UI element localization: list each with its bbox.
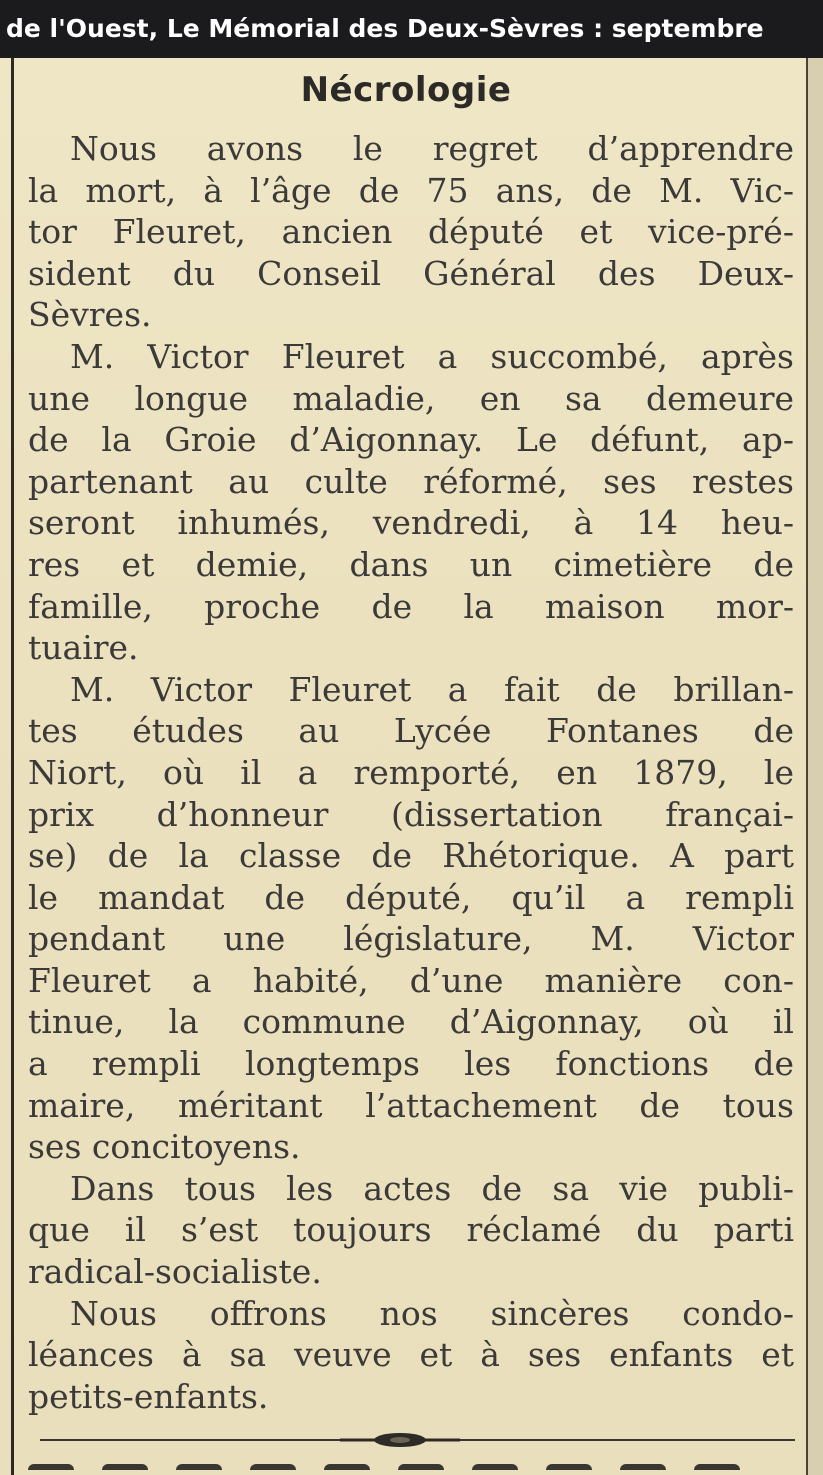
article-heading: Nécrologie	[300, 70, 512, 110]
article-line: Nous offrons nos sincères condo-	[70, 1293, 794, 1333]
article-line: ses concitoyens.	[28, 1127, 301, 1167]
adjacent-column-strip	[808, 58, 823, 1475]
newspaper-page[interactable]	[0, 58, 823, 1475]
article-line: léances à sa veuve et à ses enfants et	[28, 1335, 794, 1375]
article-line: famille, proche de la maison mor-	[28, 586, 794, 626]
article-body	[28, 128, 794, 1417]
article-line: M. Victor Fleuret a fait de brillan-	[70, 669, 794, 709]
article-line: se) de la classe de Rhétorique. A part	[28, 836, 794, 876]
article-line: la mort, à l’âge de 75 ans, de M. Vic-	[28, 170, 794, 210]
article-line: res et demie, dans un cimetière de	[28, 544, 794, 584]
article-line: Dans tous les actes de sa vie publi-	[70, 1168, 794, 1208]
article-line: Nous avons le regret d’apprendre	[70, 129, 794, 168]
article-line: tinue, la commune d’Aigonnay, où il	[28, 1002, 794, 1042]
article-line: le mandat de député, qu’il a rempli	[28, 877, 794, 917]
document-title: de l'Ouest, Le Mémorial des Deux-Sèvres : septembre	[6, 14, 764, 43]
article-line: partenant au culte réformé, ses restes	[28, 461, 794, 501]
article-line: tor Fleuret, ancien député et vice-pré-	[28, 212, 794, 252]
article-line: tuaire.	[28, 628, 139, 668]
next-article-cutoff	[28, 1464, 798, 1475]
article-line: M. Victor Fleuret a succombé, après	[70, 336, 794, 376]
article-line: Sèvres.	[28, 295, 152, 335]
article-line: une longue maladie, en sa demeure	[28, 378, 794, 418]
article-line: radical-socialiste.	[28, 1252, 322, 1292]
article-line: prix d’honneur (dissertation françai-	[28, 794, 794, 834]
article-line: pendant une législature, M. Victor	[28, 919, 794, 959]
article-line: que il s’est toujours réclamé du parti	[28, 1210, 794, 1250]
article-line: petits-enfants.	[28, 1376, 269, 1416]
article-line: de la Groie d’Aigonnay. Le défunt, ap-	[28, 420, 794, 460]
article-line: seront inhumés, vendredi, à 14 heu-	[28, 503, 794, 543]
article-line: tes études au Lycée Fontanes de	[28, 711, 794, 751]
article-line: Niort, où il a remporté, en 1879, le	[28, 752, 794, 792]
separator-ornament	[40, 1430, 795, 1450]
article-line: a rempli longtemps les fonctions de	[28, 1044, 794, 1084]
article-line: maire, méritant l’attachement de tous	[28, 1085, 794, 1125]
column-rule-left	[11, 58, 14, 1475]
article-line: Fleuret a habité, d’une manière con-	[28, 960, 794, 1000]
article-line: sident du Conseil Général des Deux-	[28, 253, 794, 293]
viewer-title-bar	[0, 0, 823, 58]
